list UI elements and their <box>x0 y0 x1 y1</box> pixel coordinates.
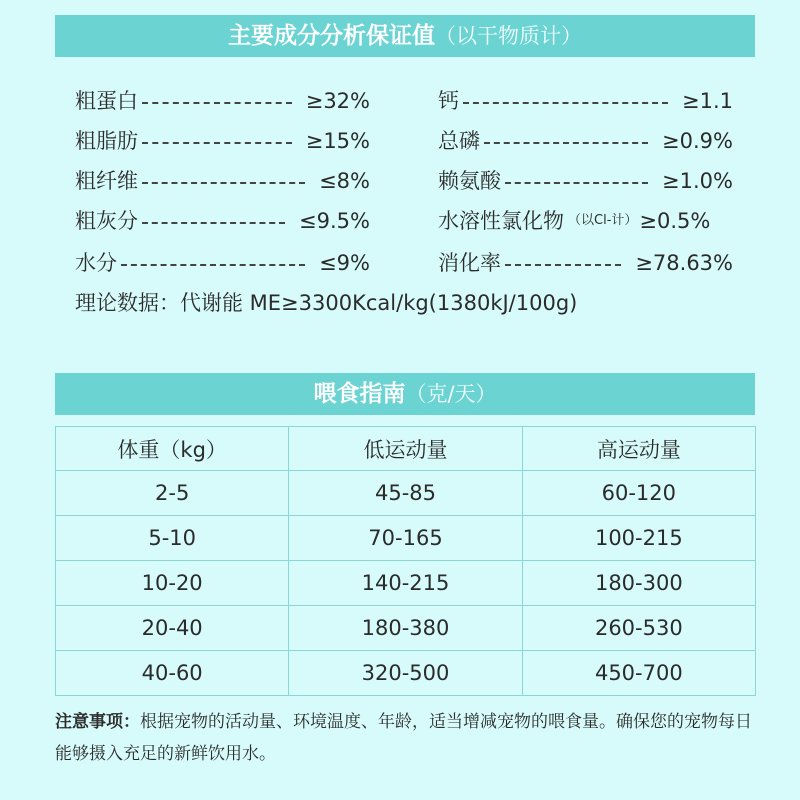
nutrient-value: ≥78.63% <box>635 251 733 275</box>
table-cell: 100-215 <box>522 516 755 561</box>
nutrient-value: ≤8% <box>319 169 370 193</box>
notice-paragraph <box>55 706 755 770</box>
header-weight: 体重（kg） <box>56 427 289 471</box>
dash-leader <box>463 102 668 104</box>
nutrient-row <box>438 126 733 156</box>
header-low-activity: 低运动量 <box>289 427 522 471</box>
nutrient-label: 水溶性氯化物 <box>438 209 564 233</box>
nutrient-label: 赖氨酸 <box>438 169 501 193</box>
feeding-guide-title: 喂食指南 <box>313 381 406 407</box>
feeding-guide-subtitle: （克/天） <box>405 382 497 406</box>
nutrient-value: ≤9.5% <box>299 209 370 233</box>
nutrient-row <box>438 206 733 236</box>
table-header-row <box>56 427 756 471</box>
notice-text: 根据宠物的活动量、环境温度、年龄，适当增减宠物的喂食量。确保您的宠物每日能够摄入充足的新鲜饮用水。 <box>55 712 752 764</box>
table-cell: 180-380 <box>289 606 522 651</box>
nutrient-row <box>75 86 370 116</box>
table-cell: 10-20 <box>56 561 289 606</box>
nutrient-row <box>438 248 733 278</box>
dash-leader <box>484 142 648 144</box>
dash-leader <box>142 222 285 224</box>
nutrient-row <box>75 126 370 156</box>
nutrient-note: （以Cl-计） <box>568 213 638 228</box>
analysis-title-banner <box>55 15 755 57</box>
table-cell: 60-120 <box>522 471 755 516</box>
nutrient-row <box>75 166 370 196</box>
table-row <box>56 606 756 651</box>
nutrient-value: ≥1.0% <box>662 169 733 193</box>
table-cell: 5-10 <box>56 516 289 561</box>
analysis-title: 主要成分分析保证值 <box>228 23 435 49</box>
nutrient-label: 粗纤维 <box>75 169 138 193</box>
nutrient-row <box>75 206 370 236</box>
dash-leader <box>505 264 621 266</box>
table-cell: 2-5 <box>56 471 289 516</box>
nutrient-label: 粗蛋白 <box>75 89 138 113</box>
notice-label: 注意事项： <box>55 712 140 732</box>
table-cell: 320-500 <box>289 651 522 696</box>
nutrient-value: ≥0.5% <box>639 209 711 233</box>
dash-leader <box>142 182 305 184</box>
table-row <box>56 561 756 606</box>
dash-leader <box>121 264 305 266</box>
analysis-subtitle: （以干物质计） <box>435 24 582 48</box>
nutrient-row <box>438 86 733 116</box>
table-cell: 20-40 <box>56 606 289 651</box>
table-row <box>56 471 756 516</box>
table-cell: 180-300 <box>522 561 755 606</box>
nutrient-label: 钙 <box>438 89 459 113</box>
table-cell: 450-700 <box>522 651 755 696</box>
nutrient-value: ≥0.9% <box>662 129 733 153</box>
table-cell: 70-165 <box>289 516 522 561</box>
nutrient-label: 总磷 <box>438 129 480 153</box>
table-cell: 260-530 <box>522 606 755 651</box>
feeding-guide-banner <box>55 373 755 415</box>
nutrient-row <box>438 166 733 196</box>
table-cell: 140-215 <box>289 561 522 606</box>
dash-leader <box>142 142 292 144</box>
nutrient-value: ≤9% <box>319 251 370 275</box>
table-cell: 40-60 <box>56 651 289 696</box>
dash-leader <box>142 102 292 104</box>
nutrient-value: ≥32% <box>305 89 370 113</box>
header-high-activity: 高运动量 <box>522 427 755 471</box>
dash-leader <box>505 182 648 184</box>
nutrient-label: 粗脂肪 <box>75 129 138 153</box>
nutrient-label: 粗灰分 <box>75 209 138 233</box>
table-cell: 45-85 <box>289 471 522 516</box>
nutrient-label: 水分 <box>75 251 117 275</box>
nutrient-value: ≥1.1 <box>682 89 733 113</box>
metabolic-energy-text: 理论数据：代谢能 ME≥3300Kcal/kg(1380kJ/100g) <box>75 291 578 315</box>
nutrient-value: ≥15% <box>305 129 370 153</box>
nutrient-label: 消化率 <box>438 251 501 275</box>
feeding-table <box>55 426 756 696</box>
nutrient-row <box>75 248 370 278</box>
table-row <box>56 516 756 561</box>
table-row <box>56 651 756 696</box>
